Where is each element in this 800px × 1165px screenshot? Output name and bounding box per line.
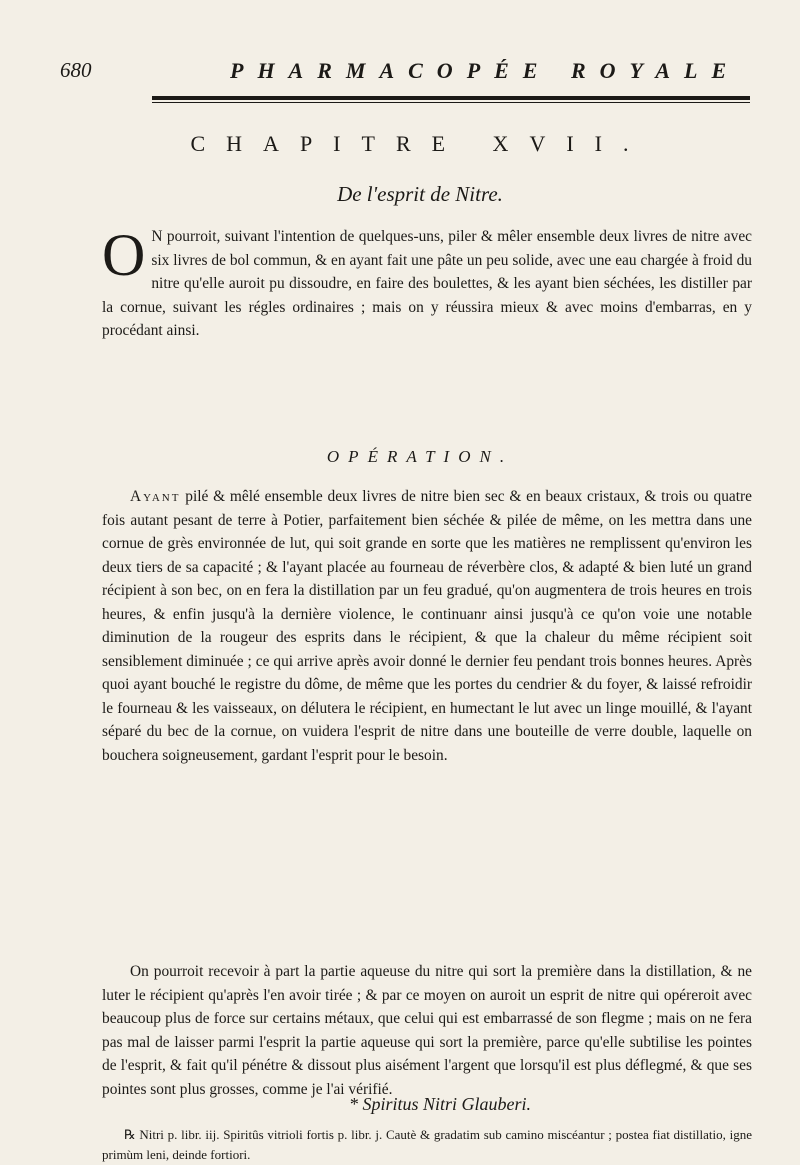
running-title: PHARMACOPÉE ROYALE xyxy=(230,58,741,83)
header-rule-thin xyxy=(152,102,750,103)
drop-cap: O xyxy=(102,222,146,288)
recipe-title: * Spiritus Nitri Glauberi. xyxy=(348,1094,532,1114)
operation-paragraph xyxy=(102,485,752,767)
remark-paragraph xyxy=(102,960,752,1101)
section-title: De l'esprit de Nitre. xyxy=(337,182,503,206)
operation-title: OPÉRATION. xyxy=(326,447,514,466)
operation-lead-word: Ayant xyxy=(130,488,181,505)
recipe-text: ℞ Nitri p. libr. iij. Spiritûs vitrioli fortis p. libr. j. Cautè & gradatim sub camino miscéantur ; postea fiat distillatio, igne primùm leni, deinde fortiori. xyxy=(102,1127,752,1162)
intro-paragraph xyxy=(102,222,752,343)
header-rule xyxy=(152,96,750,104)
intro-text: N pourroit, suivant l'intention de quelques-uns, piler & mêler ensemble deux livres de nitre avec six livres de bol commun, & en ayant fait une pâte un peu solide, avec une eau chargée à froid du nitre qu'elle auroit pu dissoudre, en faire des boulettes, & les ayant bien séchées, les distiller par la cornue, suivant les régles ordinaires ; mais on y réussira mieux & avec moins d'embarras, en y procédant ainsi. xyxy=(102,228,752,339)
remark-text: On pourroit recevoir à part la partie aqueuse du nitre qui sort la première dans la distillation, & ne luter le récipient qu'après l'en avoir tirée ; & par ce moyen on auroit un esprit de nitre qui opéreroit avec beaucoup plus de force sur certains métaux, que celui qui est embarrassé de son flegme ; mais on ne fera pas mal de laisser parmi l'esprit la partie aqueuse qui sort la première, parce qu'elle subtilise les pointes de l'esprit, & fait qu'il pénétre & dissout plus aisément l'argent que lorsqu'il est plus déflegmé, & que ses pointes sont plus grosses, comme je l'ai vérifié. xyxy=(102,963,752,1098)
chapter-title: CHAPITRE XVII. xyxy=(190,131,650,156)
operation-text: pilé & mêlé ensemble deux livres de nitre bien sec & en beaux cristaux, & trois ou quatre fois autant pesant de terre à Potier, parfaitement bien séchée & pilée de même, on les mettra dans une cornue de grès environnée de lut, qui soit grande en sorte que les matières ne remplissent qu'environ les deux tiers de sa capacité ; & l'ayant placée au fourneau de réverbère clos, & adapté & bien luté un grand récipient à son bec, on en fera la distillation par un feu gradué, qu'on augmentera de trois heures en trois heures, & enfin jusqu'à la dernière violence, le continuanr ainsi jusqu'à ce qu'on voie une notable diminution de la rougeur des esprits dans le récipient, & que la chaleur du même récipient soit sensiblement diminuée ; ce qui arrive après avoir donné le dernier feu pendant trois bonnes heures. Après quoi ayant bouché le registre du dôme, de même que les portes du cendrier & du foyer, & laissé refroidir le fourneau & les vaisseaux, on délutera le récipient, en humectant le lut avec un linge mouillé, & l'ayant séparé du bec de la cornue, on vuidera l'esprit de nitre dans une bouteille de verre double, laquelle on bouchera soigneusement, gardant l'esprit pour le besoin. xyxy=(102,488,752,764)
page-number: 680 xyxy=(60,58,92,82)
header-rule-thick xyxy=(152,96,750,100)
page-header xyxy=(60,58,770,94)
recipe-paragraph xyxy=(102,1125,752,1165)
